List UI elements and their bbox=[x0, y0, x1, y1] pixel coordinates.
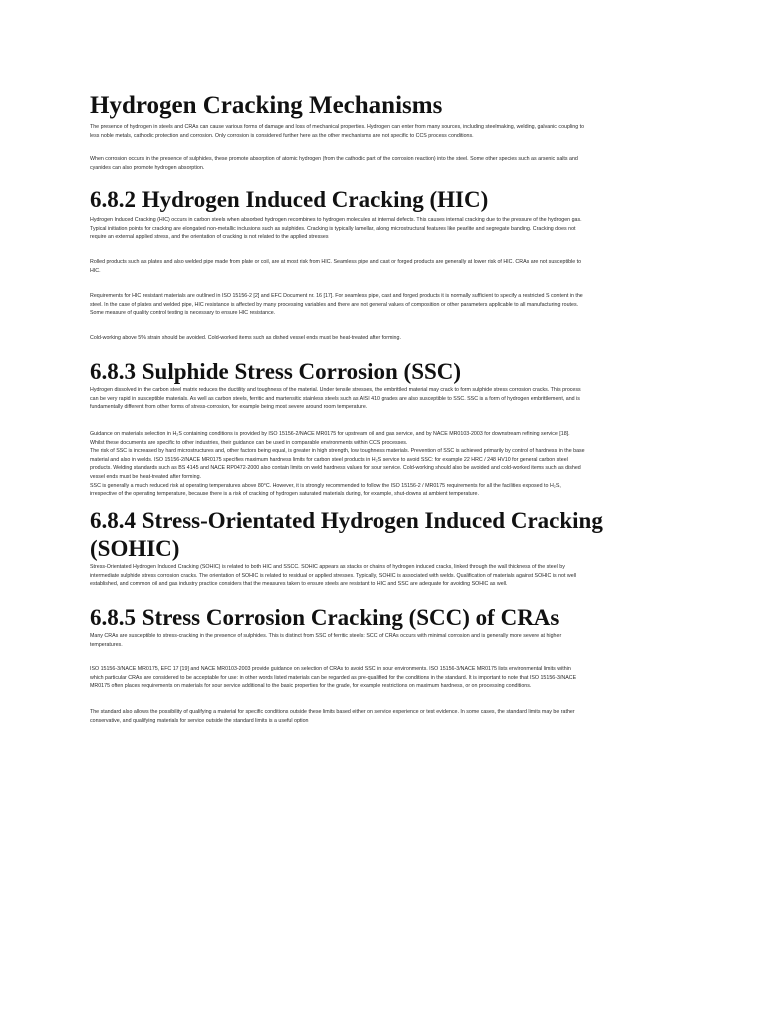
paragraph bbox=[90, 386, 686, 412]
paragraph bbox=[90, 334, 686, 343]
paragraph bbox=[90, 632, 686, 649]
paragraph bbox=[90, 708, 686, 725]
heading-hydrogen-cracking-mechanisms: Hydrogen Cracking Mechanisms bbox=[90, 92, 443, 119]
paragraph-text: The presence of hydrogen in steels and CRAs can cause various forms of damage and loss of mechanical properties. Hydrogen can enter from many sources, including steelmaking, welding, galvanic coupling to less noble metals, cathodic protection and corrosion. Only corrosion is considered further here as the other mechanisms are not specific to CCS process conditions. bbox=[90, 124, 585, 139]
paragraph-text: Stress-Orientated Hydrogen Induced Cracking (SOHIC) is related to both HIC and SSCC. SOHIC appears as stacks or chains of hydrogen induced cracks, linked through the wall thickness of the steel by intermediate sulphide stress corrosion cracks. The orientation of SOHIC is related to residual or applied stresses. Typically, SOHIC is associated with welds. Qualification of materials against SOHIC is not well established, and common oil and gas industry practice considers that the measures taken to ensure steels are resistant to HIC and SSC are adequate for avoiding SOHIC as well. bbox=[90, 564, 577, 588]
heading-scc: 6.8.5 Stress Corrosion Cracking (SCC) of CRAs bbox=[90, 605, 560, 630]
paragraph-text: Guidance on materials selection in H₂S containing conditions is provided by ISO 15156-2/NACE MR0175 for upstream oil and gas service, and by NACE MR0103-2003 for downstream refining service [18]. Whilst these documents are specific to other industries, their guidance can be used in comparable environments within CCS processes. The risk of SSC is increased by hard microstructures and, other factors being equal, is greater in high strength, low toughness materials. Prevention of SSC is achieved primarily by control of hardness in the base material and also in welds. ISO 15156-2/NACE MR0175 specifies maximum hardness limits for carbon steel products in H₂S service to avoid SSC: for example 22 HRC / 248 HV10 for general carbon steel products. Welding standards such as BS 4145 and NACE RP0472-2000 also contain limits on weld hardness values for sour service. Cold-working should also be avoided and cold-worked items such as dished vessel ends must be heat-treated after forming. SSC is generally a much reduced risk at operating temperatures above 80°C. However, it is strongly recommended to follow the ISO 15156-2 / MR0175 requirements for all the facilities exposed to H₂S, irrespective of the operating temperature, because there is a risk of cracking of hydrogen saturated materials during, for example, shut-downs at ambient temperature. bbox=[90, 431, 585, 498]
paragraph bbox=[90, 216, 686, 242]
paragraph-text: Hydrogen dissolved in the carbon steel matrix reduces the ductility and toughness of the material. Under tensile stresses, the embrittled material may crack to form sulphide stress corrosion cracks. This process can be very rapid in susceptible materials. As well as carbon steels, ferritic and martensitic stainless steels such as AISI 410 grades are also susceptible to SSC. SSC is a form of hydrogen embrittlement, and is fundamentally different from other forms of stress-corrosion, for example being most severe around room temperature. bbox=[90, 387, 581, 411]
paragraph-text: When corrosion occurs in the presence of sulphides, these promote absorption of atomic hydrogen (from the cathodic part of the corrosion reaction) into the steel. Some other species such as arsenic salts and cyanides can also promote hydrogen absorption. bbox=[90, 156, 578, 171]
paragraph-text: Rolled products such as plates and also welded pipe made from plate or coil, are at most risk from HIC. Seamless pipe and cast or forged products are generally at lower risk of HIC. CRAs are not susceptible to HIC. bbox=[90, 259, 582, 274]
paragraph bbox=[90, 123, 686, 140]
paragraph bbox=[90, 292, 686, 318]
paragraph-text: ISO 15156-3/NACE MR0175, EFC 17 [19] and NACE MR0103-2003 provide guidance on selection of CRAs to avoid SSC in sour environments. ISO 15156-3/NACE MR0175 lists environmental limits within which particular CRAs are considered to be acceptable for use: in other words listed materials can be regarded as pre-qualified for the conditions in the standard. It is important to note that ISO 15156-3/NACE MR0175 often places requirements on materials for sour service additional to the basic properties for the grade, for example restrictions on maximum hardness, or on processing conditions. bbox=[90, 666, 577, 690]
paragraph-text: Requirements for HIC resistant materials are outlined in ISO 15156-2 [2] and EFC Document nr. 16 [17]. For seamless pipe, cast and forged products it is normally sufficient to specify a restricted S content in the steel. In the case of plates and welded pipe, HIC resistance is affected by many processing variables and there are not general values of composition or other parameters applicable to all manufacturing routes. Some measure of quality control testing is necessary to ensure HIC resistance. bbox=[90, 293, 583, 317]
paragraph-text: Cold-working above 5% strain should be avoided. Cold-worked items such as dished vessel ends must be heat-treated after forming. bbox=[90, 335, 401, 341]
paragraph-text: The standard also allows the possibility of qualifying a material for specific conditions outside these limits based either on service experience or test evidence. In some cases, the standard limits may be rather conservative, and qualifying materials for service outside the standard limits is a useful option bbox=[90, 709, 575, 724]
heading-hic: 6.8.2 Hydrogen Induced Cracking (HIC) bbox=[90, 187, 489, 212]
heading-ssc: 6.8.3 Sulphide Stress Corrosion (SSC) bbox=[90, 359, 462, 384]
paragraph bbox=[90, 155, 686, 172]
paragraph bbox=[90, 430, 686, 499]
paragraph bbox=[90, 258, 686, 275]
paragraph bbox=[90, 563, 686, 589]
paragraph-text: Hydrogen Induced Cracking (HIC) occurs in carbon steels when absorbed hydrogen recombines to hydrogen molecules at internal defects. This causes internal cracking due to the pressure of the hydrogen gas. Typical initiation points for cracking are elongated non-metallic inclusions such as sulphides. Cracking is typically lamellar, along microstructural features like pearlite and segregate banding. Cracking does not require an external applied stress, and the orientation of cracking is not related to the applied stresses bbox=[90, 217, 582, 241]
heading-sohic: 6.8.4 Stress-Orientated Hydrogen Induced Cracking (SOHIC) bbox=[90, 508, 603, 561]
paragraph bbox=[90, 665, 686, 691]
paragraph-text: Many CRAs are susceptible to stress-cracking in the presence of sulphides. This is distinct from SSC of ferritic steels: SCC of CRAs occurs with minimal corrosion and is generally more severe at higher temperatures. bbox=[90, 633, 562, 648]
